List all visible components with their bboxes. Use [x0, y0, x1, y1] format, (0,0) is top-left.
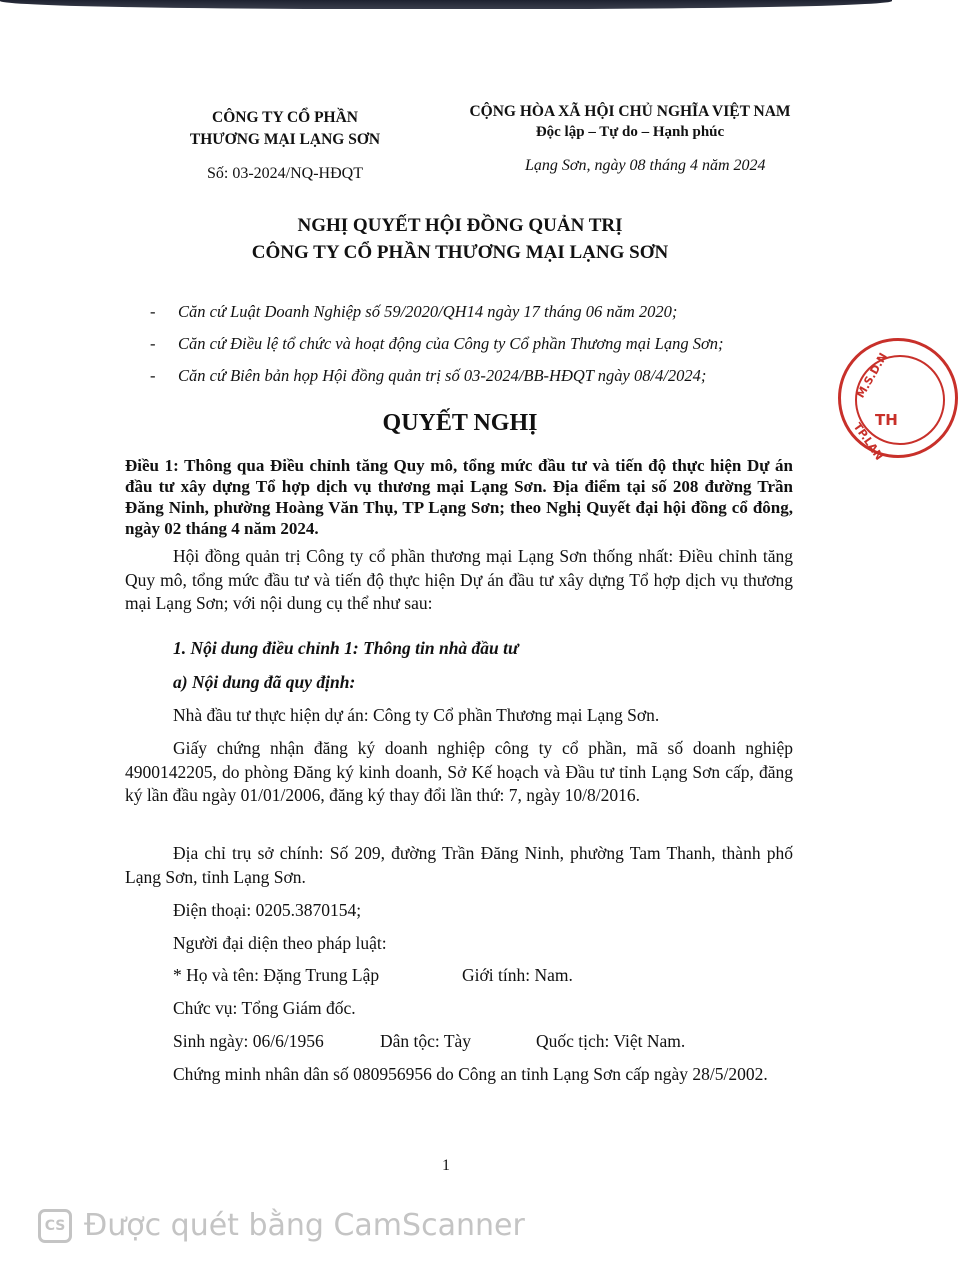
- rep-name: * Họ và tên: Đặng Trung Lập: [173, 965, 380, 985]
- seal-text-bottom: TP.LAN: [850, 420, 886, 463]
- title-line2: CÔNG TY CỔ PHẦN THƯƠNG MẠI LẠNG SƠN: [251, 242, 669, 263]
- legal-basis-item: - Căn cứ Điều lệ tổ chức và hoạt động của Công ty Cổ phần Thương mại Lạng Sơn;: [150, 334, 724, 353]
- company-name-line1: CÔNG TY CỔ PHẦN: [212, 109, 358, 126]
- rep-nationality: Quốc tịch: Việt Nam.: [536, 1031, 686, 1051]
- seal-text-top: M.S.D.N: [853, 350, 890, 401]
- watermark-text: Được quét bằng CamScanner: [84, 1208, 525, 1243]
- document-number: Số: 03-2024/NQ-HĐQT: [207, 165, 363, 182]
- place-date: Lạng Sơn, ngày 08 tháng 4 năm 2024: [525, 157, 766, 174]
- address-paragraph: Địa chỉ trụ sở chính: Số 209, đường Trần Đăng Ninh, phường Tam Thanh, thành phố Lạng Sơn, tỉnh Lạng Sơn.: [125, 843, 793, 887]
- certificate-paragraph: Giấy chứng nhận đăng ký doanh nghiệp công ty cổ phần, mã số doanh nghiệp 4900142205, do phòng Đăng ký kinh doanh, Sở Kế hoạch và Đầu tư tỉnh Lạng Sơn cấp, đăng ký lần đầu ngày 01/01/2006, đăng ký thay đổi lần thứ: 7, ngày 10/8/2016.: [125, 738, 793, 805]
- subsection-a-heading: a) Nội dung đã quy định:: [173, 672, 356, 692]
- seal-text-mid: TH: [875, 411, 898, 429]
- rep-dob: Sinh ngày: 06/6/1956: [173, 1031, 324, 1051]
- rep-gender: Giới tính: Nam.: [462, 965, 573, 985]
- nation-motto: Độc lập – Tự do – Hạnh phúc: [535, 124, 725, 140]
- section-1-heading: 1. Nội dung điều chỉnh 1: Thông tin nhà đầu tư: [173, 638, 519, 658]
- intro-paragraph: Hội đồng quản trị Công ty cổ phần thương mại Lạng Sơn thống nhất: Điều chỉnh tăng Quy mô, tổng mức đầu tư và tiến độ thực hiện Dự án đầu tư xây dựng Tổ hợp dịch vụ thương mại Lạng Sơn; với nội dung cụ thể như sau:: [125, 546, 793, 613]
- company-name-line2: THƯƠNG MẠI LẠNG SƠN: [189, 131, 381, 148]
- legal-bases-list: [150, 300, 830, 396]
- rep-position: Chức vụ: Tổng Giám đốc.: [173, 998, 356, 1018]
- resolution-heading: QUYẾT NGHỊ: [382, 410, 538, 436]
- article-1: Điều 1: Thông qua Điều chỉnh tăng Quy mô, tổng mức đầu tư và tiến độ thực hiện Dự án đầu tư xây dựng Tổ hợp dịch vụ thương mại Lạng Sơn. Địa điểm tại số 208 đường Trần Đăng Ninh, phường Hoàng Văn Thụ, TP Lạng Sơn; theo Nghị Quyết đại hội đồng cổ đông, ngày 02 tháng 4 năm 2024.: [125, 456, 793, 538]
- legal-basis-item: - Căn cứ Luật Doanh Nghiệp số 59/2020/QH14 ngày 17 tháng 06 năm 2020;: [150, 302, 678, 321]
- representative-line: Người đại diện theo pháp luật:: [173, 933, 387, 953]
- phone-line: Điện thoại: 0205.3870154;: [173, 900, 362, 920]
- title-line1: NGHỊ QUYẾT HỘI ĐỒNG QUẢN TRỊ: [297, 215, 623, 236]
- camscanner-watermark: [38, 1208, 525, 1243]
- national-header: [455, 102, 805, 142]
- rep-ethnicity: Dân tộc: Tày: [380, 1031, 472, 1051]
- scan-top-edge: [0, 0, 892, 9]
- legal-basis-item: - Căn cứ Biên bản họp Hội đồng quản trị số 03-2024/BB-HĐQT ngày 08/4/2024;: [150, 366, 707, 385]
- company-header: [175, 107, 395, 151]
- id-card-paragraph: Chứng minh nhân dân số 080956956 do Công an tỉnh Lạng Sơn cấp ngày 28/5/2002.: [173, 1064, 768, 1084]
- investor-line: Nhà đầu tư thực hiện dự án: Công ty Cổ phần Thương mại Lạng Sơn.: [173, 705, 660, 725]
- document-title: [100, 212, 820, 266]
- camscanner-icon: CS: [38, 1209, 72, 1243]
- nation-name: CỘNG HÒA XÃ HỘI CHỦ NGHĨA VIỆT NAM: [469, 103, 791, 120]
- company-seal-stamp: [838, 338, 958, 463]
- page-number: 1: [442, 1157, 450, 1174]
